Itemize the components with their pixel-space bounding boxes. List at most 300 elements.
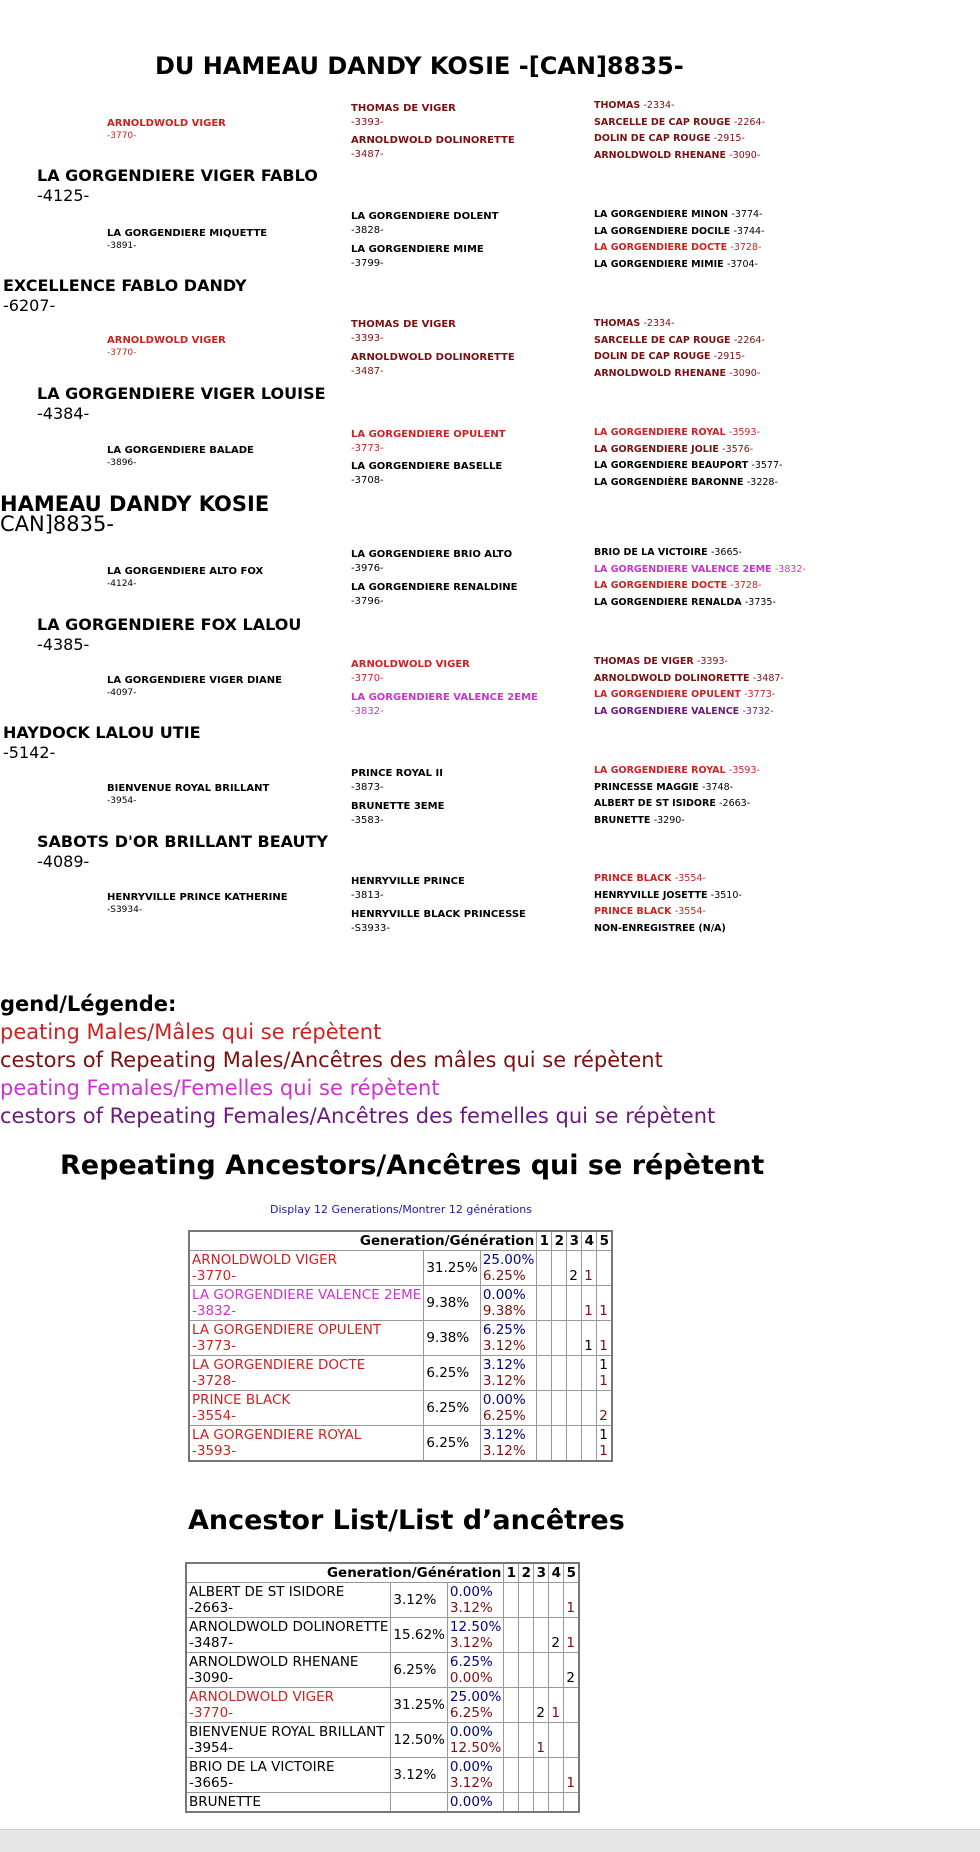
ancestor-reg-number: -3954- — [107, 796, 137, 806]
percentage-split — [447, 1688, 503, 1723]
ancestor-cell — [189, 1321, 424, 1356]
ancestor-name: LA GORGENDIERE VIGER DIANE — [107, 675, 282, 686]
generation-count — [567, 1286, 582, 1321]
percentage-sire: 6.25% — [449, 1654, 493, 1670]
generation-count — [597, 1251, 613, 1286]
table-row — [186, 1793, 579, 1813]
generation-count — [519, 1688, 534, 1723]
ancestor-name: LA GORGENDIERE VALENCE 2EME — [351, 692, 538, 703]
generation-count — [519, 1723, 534, 1758]
ancestor-gen3 — [351, 318, 456, 346]
ancestor-gen2 — [107, 228, 267, 252]
ancestor-reg-number: -2264- — [733, 116, 765, 128]
ancestor-gen3 — [351, 581, 518, 609]
ancestor-reg-number: -2915- — [713, 133, 745, 144]
ancestor-reg-number: -3576- — [722, 443, 754, 455]
ancestor-name: HENRYVILLE JOSETTE — [594, 889, 708, 901]
ancestor-gen4 — [594, 578, 761, 595]
ancestor-reg-number: -3799- — [351, 258, 384, 269]
generation-count — [597, 1426, 613, 1462]
ancestor-reg-number: -3748- — [702, 781, 734, 793]
ancestor-name: LA GORGENDIERE VALENCE 2EME — [192, 1287, 422, 1303]
count-dam-side: 1 — [599, 1338, 608, 1354]
ancestor-reg-number: -3228- — [746, 476, 778, 488]
percentage-split — [480, 1356, 536, 1391]
ancestor-name: PRINCE ROYAL II — [351, 768, 443, 779]
count-dam-side: 2 — [599, 1408, 608, 1424]
ancestor-gen3 — [351, 210, 498, 238]
ancestor-reg-number: -S3934- — [107, 905, 143, 915]
table-row — [186, 1618, 579, 1653]
ancestor-gen4 — [594, 475, 778, 492]
ancestor-reg-number: -3728- — [730, 242, 762, 253]
ancestor-name: SARCELLE DE CAP ROUGE — [594, 116, 731, 128]
ancestor-gen3 — [351, 875, 465, 903]
ancestor-name: LA GORGENDIERE ALTO FOX — [107, 566, 264, 577]
ancestor-gen2 — [107, 783, 269, 807]
ancestor-name: HENRYVILLE BLACK PRINCESSE — [351, 909, 526, 920]
ancestor-gen4 — [594, 763, 760, 780]
ancestor-name: LA GORGENDIERE RENALDINE — [351, 582, 518, 593]
ancestor-name: ARNOLDWOLD DOLINORETTE — [189, 1619, 389, 1635]
generation-count — [582, 1391, 597, 1426]
ancestor-name: BIENVENUE ROYAL BRILLANT — [189, 1724, 385, 1740]
ancestor-gen4 — [594, 115, 765, 132]
percentage-total — [391, 1793, 447, 1813]
count-sire-side: 1 — [599, 1427, 608, 1443]
ancestor-cell — [189, 1356, 424, 1391]
ancestor-reg-number: -3554- — [674, 906, 706, 917]
generation-count — [564, 1758, 580, 1793]
ancestor-cell — [189, 1426, 424, 1462]
generation-column-header: 3 — [534, 1563, 549, 1583]
ancestor-name: LA GORGENDIERE VIGER LOUISE — [37, 384, 326, 403]
ancestor-gen4 — [594, 888, 742, 905]
ancestor-name: THOMAS DE VIGER — [351, 103, 456, 114]
generation-count — [537, 1286, 552, 1321]
generation-column-header: 4 — [549, 1563, 564, 1583]
percentage-split — [480, 1321, 536, 1356]
percentage-sire: 3.12% — [482, 1427, 526, 1443]
ancestor-cell — [186, 1758, 391, 1793]
ancestor-reg-number: -4125- — [37, 186, 90, 205]
ancestor-gen3 — [351, 800, 444, 828]
ancestor-reg-number: -3832- — [192, 1303, 237, 1319]
percentage-total: 6.25% — [424, 1356, 480, 1391]
ancestor-reg-number: -3770- — [351, 673, 384, 684]
percentage-sire: 0.00% — [449, 1724, 493, 1740]
ancestor-gen2 — [107, 892, 288, 916]
generation-count — [597, 1356, 613, 1391]
ancestor-reg-number: -3813- — [351, 890, 384, 901]
generation-count — [549, 1653, 564, 1688]
percentage-total: 3.12% — [391, 1583, 447, 1618]
generation-count — [537, 1426, 552, 1462]
ancestor-gen4 — [594, 671, 784, 688]
ancestor-gen3 — [351, 548, 512, 576]
percentage-sire: 0.00% — [449, 1759, 493, 1775]
generation-count — [552, 1321, 567, 1356]
ancestor-reg-number: -3796- — [351, 596, 384, 607]
ancestor-name: LA GORGENDIERE JOLIE — [594, 443, 719, 455]
count-dam-side: 1 — [599, 1303, 608, 1319]
ancestor-name: LA GORGENDIERE VIGER FABLO — [37, 166, 318, 185]
generation-count — [519, 1793, 534, 1813]
generation-count — [567, 1321, 582, 1356]
ancestor-gen4 — [594, 224, 765, 241]
ancestor-name: LA GORGENDIERE DOCTE — [594, 242, 728, 253]
ancestor-gen1 — [37, 615, 301, 655]
ancestor-gen3 — [351, 767, 443, 795]
ancestor-reg-number: -3704- — [726, 258, 758, 270]
generation-count — [504, 1618, 519, 1653]
ancestor-gen4 — [594, 131, 745, 148]
generation-column-header: 5 — [564, 1563, 580, 1583]
percentage-dam: 3.12% — [482, 1443, 526, 1459]
ancestor-name: LA GORGENDIERE ROYAL — [594, 765, 726, 776]
ancestor-gen4 — [594, 904, 706, 921]
ancestor-reg-number: -3554- — [192, 1408, 237, 1424]
ancestor-name: LA GORGENDIERE BASELLE — [351, 461, 503, 472]
legend — [0, 990, 715, 1130]
percentage-sire: 25.00% — [482, 1252, 535, 1268]
percentage-split — [480, 1251, 536, 1286]
ancestor-name: LA GORGENDIERE FOX LALOU — [37, 615, 302, 634]
generation-count — [537, 1251, 552, 1286]
ancestor-name: ARNOLDWOLD RHENANE — [189, 1654, 359, 1670]
count-sire-side: 1 — [584, 1338, 593, 1354]
count-sire-side: 1 — [599, 1357, 608, 1373]
ancestor-reg-number: -3487- — [351, 366, 384, 377]
ancestor-reg-number: -4089- — [37, 852, 90, 871]
ancestor-reg-number: -3891- — [107, 241, 137, 251]
generation-count — [534, 1793, 549, 1813]
percentage-dam: 3.12% — [449, 1775, 493, 1791]
ancestor-reg-number: -S3933- — [351, 923, 391, 934]
ancestor-gen4 — [594, 349, 745, 366]
generation-count — [504, 1653, 519, 1688]
ancestor-gen1 — [0, 494, 269, 534]
percentage-sire: 0.00% — [482, 1392, 526, 1408]
ancestor-gen2 — [107, 445, 254, 469]
ancestor-reg-number: -3090- — [189, 1670, 234, 1686]
generation-count — [564, 1653, 580, 1688]
ancestor-cell — [189, 1391, 424, 1426]
ancestor-reg-number: -3708- — [351, 475, 384, 486]
ancestor-reg-number: -3593- — [728, 427, 760, 438]
ancestor-name: BIENVENUE ROYAL BRILLANT — [107, 783, 270, 794]
ancestor-gen1 — [37, 384, 326, 424]
ancestor-name: HENRYVILLE PRINCE KATHERINE — [107, 892, 288, 903]
ancestor-reg-number: -3554- — [674, 873, 706, 884]
ancestor-reg-number: -3770- — [189, 1705, 234, 1721]
ancestor-gen3 — [351, 428, 506, 456]
generation-count — [567, 1356, 582, 1391]
ancestor-name: HAYDOCK LALOU UTIE — [3, 723, 201, 742]
ancestor-name: LA GORGENDIERE DOCTE — [594, 580, 728, 591]
ancestor-name: LA GORGENDIERE OPULENT — [351, 429, 506, 440]
ancestor-reg-number: -3510- — [710, 889, 742, 901]
ancestor-name: LA GORGENDIERE ROYAL — [594, 427, 726, 438]
ancestor-name: LA GORGENDIERE OPULENT — [192, 1322, 382, 1338]
ancestor-reg-number: -3735- — [744, 596, 776, 608]
ancestor-reg-number: CAN]8835- — [0, 512, 114, 536]
ancestor-reg-number: -3487- — [351, 149, 384, 160]
ancestor-name: DOLIN DE CAP ROUGE — [594, 133, 711, 144]
legend-item: peating Females/Femelles qui se répètent — [0, 1076, 440, 1100]
ancestor-reg-number: -3090- — [729, 149, 761, 161]
generation-count — [567, 1391, 582, 1426]
ancestor-gen4 — [594, 813, 685, 830]
ancestor-reg-number: -3728- — [730, 580, 762, 591]
generation-count — [597, 1391, 613, 1426]
ancestor-gen4 — [594, 442, 753, 459]
ancestor-gen4 — [594, 148, 760, 165]
generation-count — [564, 1793, 580, 1813]
percentage-dam: 9.38% — [482, 1303, 526, 1319]
ancestor-name: SABOTS D'OR BRILLANT BEAUTY — [37, 832, 329, 851]
generation-count — [519, 1618, 534, 1653]
percentage-total: 15.62% — [391, 1618, 447, 1653]
ancestor-name: HENRYVILLE PRINCE — [351, 876, 465, 887]
percentage-total: 6.25% — [391, 1653, 447, 1688]
generation-count — [537, 1391, 552, 1426]
ancestor-gen4 — [594, 595, 776, 612]
percentage-split — [447, 1723, 503, 1758]
ancestor-reg-number: -3832- — [774, 563, 806, 575]
ancestor-name: ARNOLDWOLD DOLINORETTE — [351, 135, 515, 146]
generation-column-header: 5 — [597, 1231, 613, 1251]
ancestor-gen4 — [594, 545, 742, 562]
ancestor-cell — [186, 1618, 391, 1653]
ancestor-gen4 — [594, 425, 760, 442]
table-row — [186, 1723, 579, 1758]
ancestor-gen4 — [594, 796, 750, 813]
percentage-split — [447, 1618, 503, 1653]
ancestor-name: ALBERT DE ST ISIDORE — [189, 1584, 345, 1600]
percentage-total: 6.25% — [424, 1426, 480, 1462]
count-dam-side: 1 — [566, 1775, 575, 1791]
percentage-dam: 0.00% — [449, 1670, 493, 1686]
ancestor-reg-number: -3393- — [696, 656, 728, 667]
percentage-sire: 0.00% — [482, 1287, 526, 1303]
ancestor-reg-number: -4384- — [37, 404, 90, 423]
ancestor-name: LA GORGENDIERE BEAUPORT — [594, 460, 749, 471]
ancestor-reg-number: -4385- — [37, 635, 90, 654]
generation-count — [534, 1688, 549, 1723]
count-sire-side: 2 — [536, 1705, 545, 1721]
count-dam-side: 1 — [551, 1705, 560, 1721]
generation-count — [534, 1653, 549, 1688]
ancestor-reg-number: -3976- — [351, 563, 384, 574]
ancestor-name: LA GORGENDIERE DOCTE — [192, 1357, 366, 1373]
legend-title: gend/Légende: — [0, 992, 177, 1016]
generation-count — [582, 1356, 597, 1391]
generation-count — [549, 1758, 564, 1793]
percentage-split — [480, 1391, 536, 1426]
percentage-split — [447, 1793, 503, 1813]
ancestor-gen4 — [594, 687, 775, 704]
percentage-dam: 3.12% — [449, 1635, 493, 1651]
percentage-dam: 6.25% — [449, 1705, 493, 1721]
generation-column-header: 4 — [582, 1231, 597, 1251]
ancestor-reg-number: -2334- — [643, 100, 675, 111]
ancestor-name: THOMAS DE VIGER — [351, 319, 456, 330]
ancestor-name: HAMEAU DANDY KOSIE — [0, 492, 270, 516]
generation-count — [504, 1723, 519, 1758]
generation-count — [549, 1618, 564, 1653]
ancestor-name: PRINCESSE MAGGIE — [594, 781, 699, 793]
ancestor-name: ARNOLDWOLD RHENANE — [594, 149, 726, 161]
generation-count — [597, 1286, 613, 1321]
count-dam-side: 1 — [584, 1303, 593, 1319]
generation-count — [552, 1426, 567, 1462]
ancestor-gen3 — [351, 658, 470, 686]
generation-count — [567, 1251, 582, 1286]
ancestor-gen4 — [594, 98, 675, 115]
table-row — [189, 1426, 612, 1462]
ancestor-reg-number: -2915- — [713, 351, 745, 362]
count-sire-side: 2 — [551, 1635, 560, 1651]
generation-count — [552, 1391, 567, 1426]
ancestor-reg-number: -3832- — [351, 706, 384, 717]
ancestor-name: ARNOLDWOLD VIGER — [107, 335, 226, 346]
ancestor-name: SARCELLE DE CAP ROUGE — [594, 334, 731, 346]
generation-column-header: 2 — [519, 1563, 534, 1583]
ancestor-name: LA GORGENDIERE OPULENT — [594, 689, 741, 700]
generation-count — [534, 1723, 549, 1758]
ancestor-name: ARNOLDWOLD DOLINORETTE — [594, 672, 750, 684]
ancestor-reg-number: -3728- — [192, 1373, 237, 1389]
ancestor-reg-number: -5142- — [3, 743, 56, 762]
ancestor-cell — [186, 1688, 391, 1723]
generation-count — [552, 1251, 567, 1286]
ancestor-reg-number: -3393- — [351, 117, 384, 128]
ancestor-name: BRUNETTE 3EME — [351, 801, 445, 812]
percentage-dam: 12.50% — [449, 1740, 502, 1756]
table-row — [186, 1583, 579, 1618]
generation-count — [567, 1426, 582, 1462]
generation-count — [519, 1653, 534, 1688]
display-12-generations-link[interactable]: Display 12 Generations/Montrer 12 générations — [270, 1203, 532, 1216]
ancestor-list-heading: Ancestor List/List d’ancêtres — [188, 1505, 625, 1536]
count-dam-side: 1 — [599, 1373, 608, 1389]
ancestor-gen1 — [37, 166, 318, 206]
ancestor-reg-number: -2334- — [643, 318, 675, 329]
ancestor-reg-number: -3873- — [351, 782, 384, 793]
ancestor-gen4 — [594, 333, 765, 350]
ancestor-gen1 — [3, 276, 247, 316]
legend-item: cestors of Repeating Males/Ancêtres des mâles qui se répètent — [0, 1048, 663, 1072]
percentage-total: 31.25% — [424, 1251, 480, 1286]
ancestor-gen2 — [107, 335, 226, 359]
page-title: DU HAMEAU DANDY KOSIE -[CAN]8835- — [155, 52, 684, 80]
percentage-split — [480, 1426, 536, 1462]
ancestor-gen4 — [594, 458, 782, 475]
generation-count — [534, 1618, 549, 1653]
generation-count — [552, 1356, 567, 1391]
ancestor-reg-number: -6207- — [3, 296, 56, 315]
percentage-split — [447, 1758, 503, 1793]
ancestor-cell — [186, 1723, 391, 1758]
ancestor-name: LA GORGENDIERE DOCILE — [594, 225, 731, 237]
ancestor-name: EXCELLENCE FABLO DANDY — [3, 276, 247, 295]
percentage-split — [447, 1583, 503, 1618]
ancestor-reg-number: -3954- — [189, 1740, 234, 1756]
ancestor-gen4 — [594, 921, 726, 938]
repeating-heading: Repeating Ancestors/Ancêtres qui se répètent — [60, 1150, 765, 1181]
legend-item: peating Males/Mâles qui se répètent — [0, 1020, 382, 1044]
generation-count — [534, 1758, 549, 1793]
table-row — [189, 1356, 612, 1391]
table-row — [189, 1286, 612, 1321]
percentage-sire: 0.00% — [449, 1584, 493, 1600]
ancestor-gen4 — [594, 654, 728, 671]
ancestor-reg-number: -3665- — [710, 547, 742, 558]
generation-count — [504, 1793, 519, 1813]
ancestor-name: ARNOLDWOLD VIGER — [192, 1252, 338, 1268]
generation-count — [564, 1618, 580, 1653]
percentage-sire: 6.25% — [482, 1322, 526, 1338]
table-row — [189, 1321, 612, 1356]
ancestor-gen3 — [351, 460, 502, 488]
ancestor-name: THOMAS — [594, 318, 641, 329]
percentage-sire: 25.00% — [449, 1689, 502, 1705]
generation-count — [582, 1321, 597, 1356]
ancestor-name: LA GORGENDIERE VALENCE — [594, 705, 740, 717]
percentage-total: 12.50% — [391, 1723, 447, 1758]
ancestor-name: BRIO DE LA VICTOIRE — [189, 1759, 335, 1775]
generation-column-header: 2 — [552, 1231, 567, 1251]
generation-count — [519, 1583, 534, 1618]
ancestor-reg-number: -2663- — [719, 798, 751, 809]
percentage-total: 31.25% — [391, 1688, 447, 1723]
ancestor-name: ARNOLDWOLD DOLINORETTE — [351, 352, 515, 363]
ancestor-name: PRINCE BLACK — [192, 1392, 291, 1408]
table-row — [186, 1653, 579, 1688]
generation-count — [564, 1583, 580, 1618]
ancestor-name: DOLIN DE CAP ROUGE — [594, 351, 711, 362]
ancestor-gen2 — [107, 118, 226, 142]
generation-count — [519, 1758, 534, 1793]
percentage-total: 3.12% — [391, 1758, 447, 1793]
ancestor-reg-number: -3577- — [751, 460, 783, 471]
generation-count — [549, 1583, 564, 1618]
percentage-split — [447, 1653, 503, 1688]
generation-count — [564, 1688, 580, 1723]
ancestor-name: LA GORGENDIÈRE BARONNE — [594, 476, 744, 488]
ancestor-reg-number: -3583- — [351, 815, 384, 826]
generation-count — [534, 1583, 549, 1618]
ancestor-gen3 — [351, 102, 456, 130]
generation-count — [552, 1286, 567, 1321]
ancestor-gen3 — [351, 351, 515, 379]
generation-count — [582, 1251, 597, 1286]
percentage-dam: 3.12% — [482, 1338, 526, 1354]
ancestor-reg-number: -3593- — [728, 765, 760, 776]
ancestor-name: LA GORGENDIERE MIME — [351, 244, 484, 255]
bottom-scrollbar[interactable] — [0, 1829, 980, 1852]
ancestor-name: LA GORGENDIERE RENALDA — [594, 596, 742, 608]
ancestor-reg-number: -3770- — [192, 1268, 237, 1284]
ancestor-gen4 — [594, 366, 760, 383]
ancestor-reg-number: -3770- — [107, 131, 137, 141]
percentage-dam: 3.12% — [482, 1373, 526, 1389]
ancestor-gen3 — [351, 691, 538, 719]
percentage-total: 9.38% — [424, 1321, 480, 1356]
ancestor-reg-number: -3090- — [729, 367, 761, 379]
percentage-sire: 12.50% — [449, 1619, 502, 1635]
